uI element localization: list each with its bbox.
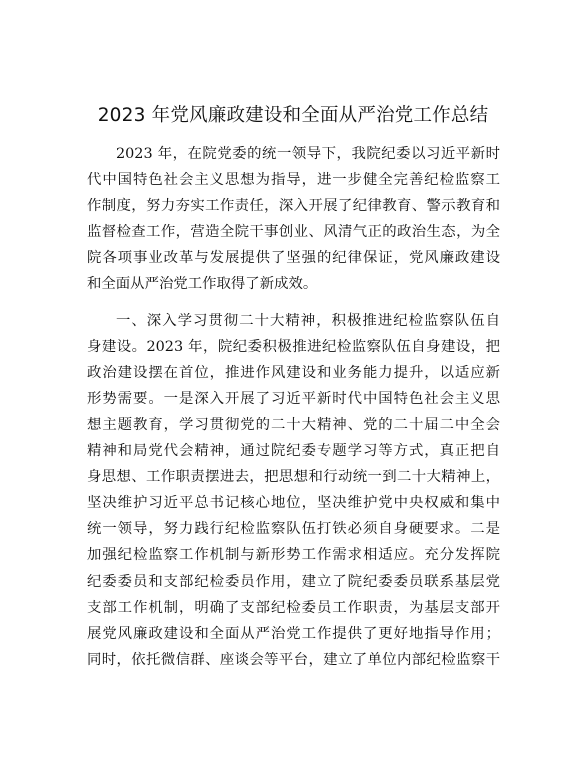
section-heading-line: 一、深入学习贯彻二十大精神，积极推进纪检监察队伍自 [116, 312, 500, 329]
text-line: 院各项事业改革与发展提供了坚强的纪律保证，党风廉政建设 [87, 250, 500, 267]
text-line: 坚决维护习近平总书记核心地位，坚决维护党中央权威和集中 [87, 495, 500, 512]
paragraph-section-one [87, 308, 500, 673]
text-line: 身思想、工作职责摆进去，把思想和行动统一到二十大精神上， [87, 469, 500, 486]
document-title: 2023 年党风廉政建设和全面从严治党工作总结 [97, 105, 489, 126]
text-line: 身建设。2023 年，院纪委积极推进纪检监察队伍自身建设，把 [87, 338, 500, 355]
text-line: 形势需要。一是深入开展了习近平新时代中国特色社会主义思 [87, 390, 500, 407]
text-line: 支部工作机制，明确了支部纪检委员工作职责，为基层支部开 [87, 599, 500, 616]
text-line: 展党风廉政建设和全面从严治党工作提供了更好地指导作用； [87, 625, 500, 642]
text-line: 统一领导，努力践行纪检监察队伍打铁必须自身硬要求。二是 [87, 521, 500, 538]
text-line: 想主题教育，学习贯彻党的二十大精神、党的二十届二中全会 [87, 416, 500, 433]
paragraph-intro [87, 141, 500, 298]
text-line: 加强纪检监察工作机制与新形势工作需求相适应。充分发挥院 [87, 547, 500, 564]
document-body [87, 141, 500, 673]
text-line: 纪委委员和支部纪检委员作用，建立了院纪委委员联系基层党 [87, 573, 500, 590]
text-line: 作制度，努力夯实工作责任，深入开展了纪律教育、警示教育和 [87, 198, 500, 215]
text-line: 同时，依托微信群、座谈会等平台，建立了单位内部纪检监察干 [87, 651, 500, 668]
text-line: 代中国特色社会主义思想为指导，进一步健全完善纪检监察工 [87, 172, 500, 189]
text-line: 2023 年，在院党委的统一领导下，我院纪委以习近平新时 [116, 146, 500, 162]
text-line: 政治建设摆在首位，推进作风建设和业务能力提升，以适应新 [87, 364, 500, 381]
text-line: 监督检查工作，营造全院干事创业、风清气正的政治生态，为全 [87, 224, 500, 241]
text-line: 和全面从严治党工作取得了新成效。 [87, 276, 318, 293]
text-line: 精神和局党代会精神，通过院纪委专题学习等方式，真正把自 [87, 443, 500, 460]
